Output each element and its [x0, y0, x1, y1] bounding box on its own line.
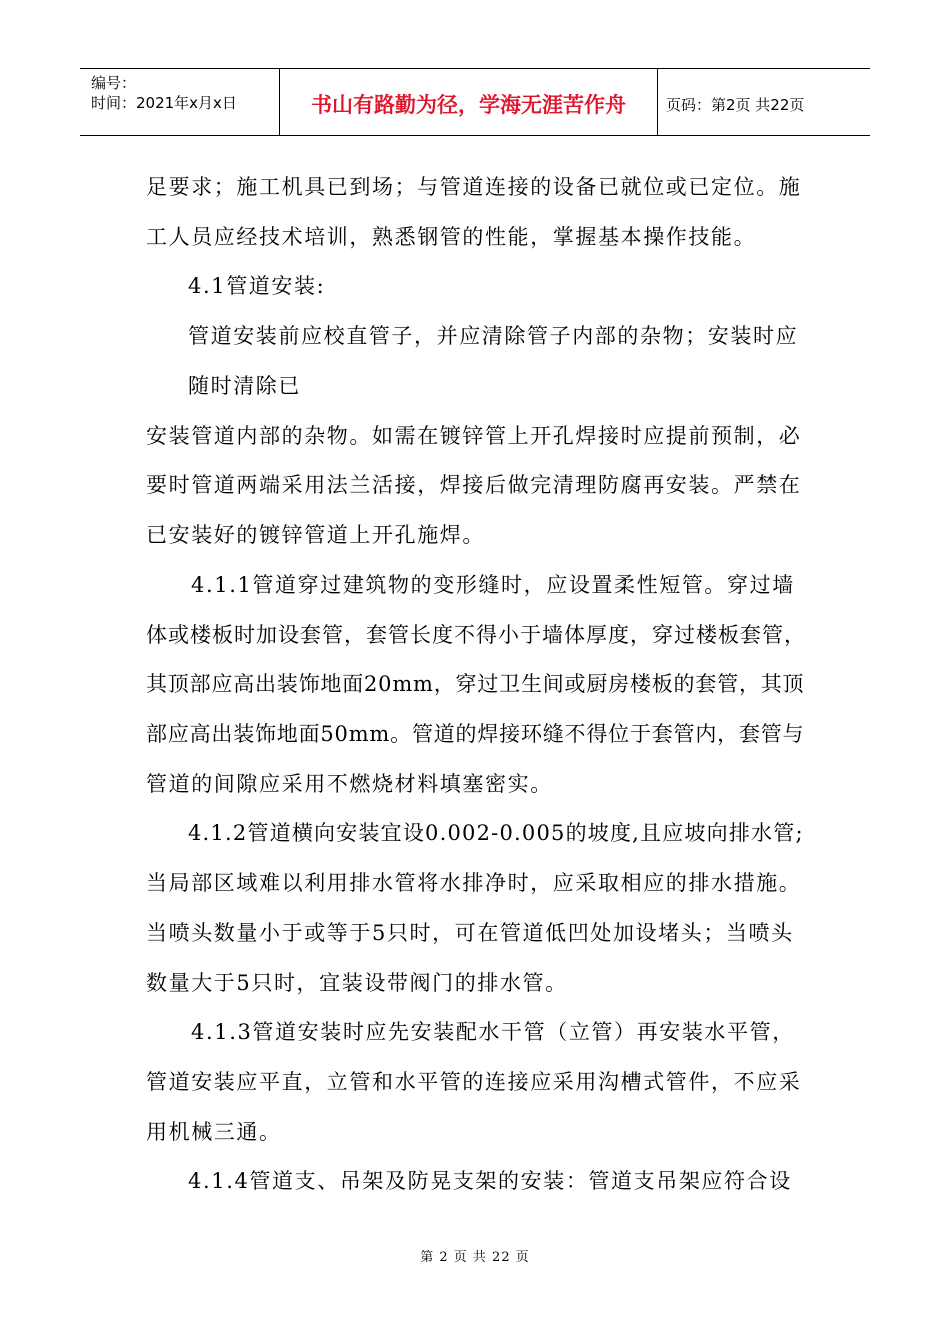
body-line: 部应高出装饰地面50mm。管道的焊接环缝不得位于套管内，套管与 — [146, 722, 805, 746]
header-motto: 书山有路勤为径，学海无涯苦作舟 — [280, 69, 658, 135]
body-line: 管道的间隙应采用不燃烧材料填塞密实。 — [146, 772, 553, 796]
body-line: 4.1.3管道安装时应先安装配水干管（立管）再安装水平管， — [191, 1020, 795, 1044]
body-line: 管道安装应平直，立管和水平管的连接应采用沟槽式管件，不应采 — [146, 1070, 802, 1094]
body-line: 已安装好的镀锌管道上开孔施焊。 — [146, 523, 485, 547]
document-number-label: 编号： — [91, 74, 137, 92]
document-date-label: 时间：2021年x月x日 — [91, 94, 237, 112]
body-line: 管道安装前应校直管子，并应清除管子内部的杂物；安装时应 — [188, 324, 799, 348]
body-line: 工人员应经技术培训，熟悉钢管的性能，掌握基本操作技能。 — [146, 225, 757, 249]
body-line: 随时清除已 — [188, 374, 301, 398]
body-line: 4.1.1管道穿过建筑物的变形缝时，应设置柔性短管。穿过墙 — [191, 573, 795, 597]
body-line: 用机械三通。 — [146, 1120, 282, 1144]
body-line: 安装管道内部的杂物。如需在镀锌管上开孔焊接时应提前预制，必 — [146, 424, 802, 448]
body-line: 其顶部应高出装饰地面20mm，穿过卫生间或厨房楼板的套管，其顶 — [146, 672, 805, 696]
page-footer: 第 2 页 共 22 页 — [420, 1250, 530, 1265]
body-line: 足要求；施工机具已到场；与管道连接的设备已就位或已定位。施 — [146, 175, 802, 199]
body-line: 要时管道两端采用法兰活接，焊接后做完清理防腐再安装。严禁在 — [146, 473, 802, 497]
body-line: 体或楼板时加设套管，套管长度不得小于墙体厚度，穿过楼板套管， — [146, 623, 806, 647]
body-line: 数量大于5只时，宜装设带阀门的排水管。 — [146, 971, 568, 995]
header-page-info: 页码：第2页 共22页 — [666, 95, 805, 114]
section-heading: 4.1管道安装: — [188, 274, 326, 298]
body-line: 4.1.4管道支、吊架及防晃支架的安装：管道支吊架应符合设 — [188, 1169, 792, 1193]
body-line: 当局部区域难以利用排水管将水排净时，应采取相应的排水措施。 — [146, 871, 802, 895]
body-line: 4.1.2管道横向安装宜设0.002-0.005的坡度,且应坡向排水管; — [188, 821, 804, 845]
body-line: 当喷头数量小于或等于5只时，可在管道低凹处加设堵头；当喷头 — [146, 921, 794, 945]
